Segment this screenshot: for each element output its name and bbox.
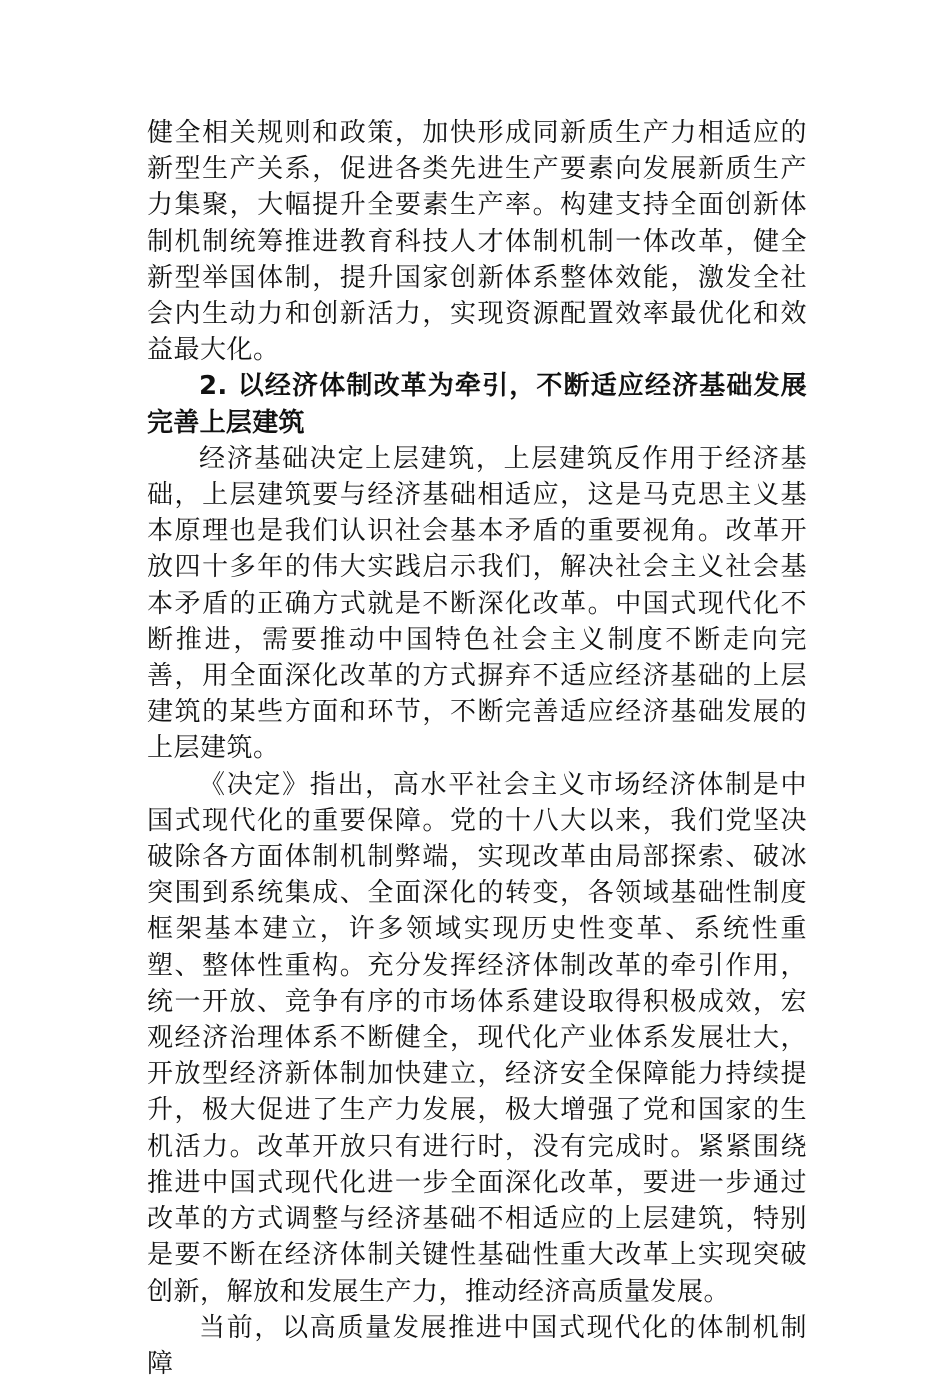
- body-paragraph: 健全相关规则和政策，加快形成同新质生产力相适应的新型生产关系，促进各类先进生产要素向发展新质生产力集聚，大幅提升全要素生产率。构建支持全面创新体制机制统筹推进教育科技人才体制机制一体改革，健全新型举国体制，提升国家创新体系整体效能，激发全社会内生动力和创新活力，实现资源配置效率最优化和效益最大化。: [147, 118, 807, 366]
- body-paragraph: 《决定》指出，高水平社会主义市场经济体制是中国式现代化的重要保障。党的十八大以来，我们党坚决破除各方面体制机制弊端，实现改革由局部探索、破冰突围到系统集成、全面深化的转变，各领域基础性制度框架基本建立，许多领域实现历史性变革、系统性重塑、整体性重构。充分发挥经济体制改革的牵引作用，统一开放、竞争有序的市场体系建设取得积极成效，宏观经济治理体系不断健全，现代化产业体系发展壮大，开放型经济新体制加快建立，经济安全保障能力持续提升，极大促进了生产力发展，极大增强了党和国家的生机活力。改革开放只有进行时，没有完成时。紧紧围绕推进中国式现代化进一步全面深化改革，要进一步通过改革的方式调整与经济基础不相适应的上层建筑，特别是要不断在经济体制关键性基础性重大改革上实现突破创新，解放和发展生产力，推动经济高质量发展。: [147, 769, 807, 1307]
- body-paragraph: 当前，以高质量发展推进中国式现代化的体制机制障: [147, 1312, 807, 1379]
- document-page: [147, 115, 807, 1382]
- body-paragraph: 经济基础决定上层建筑，上层建筑反作用于经济基础，上层建筑要与经济基础相适应，这是马克思主义基本原理也是我们认识社会基本矛盾的重要视角。改革开放四十多年的伟大实践启示我们，解决社会主义社会基本矛盾的正确方式就是不断深化改革。中国式现代化不断推进，需要推动中国特色社会主义制度不断走向完善，用全面深化改革的方式摒弃不适应经济基础的上层建筑的某些方面和环节，不断完善适应经济基础发展的上层建筑。: [147, 443, 807, 764]
- section-heading: 2. 以经济体制改革为牵引，不断适应经济基础发展完善上层建筑: [147, 371, 807, 438]
